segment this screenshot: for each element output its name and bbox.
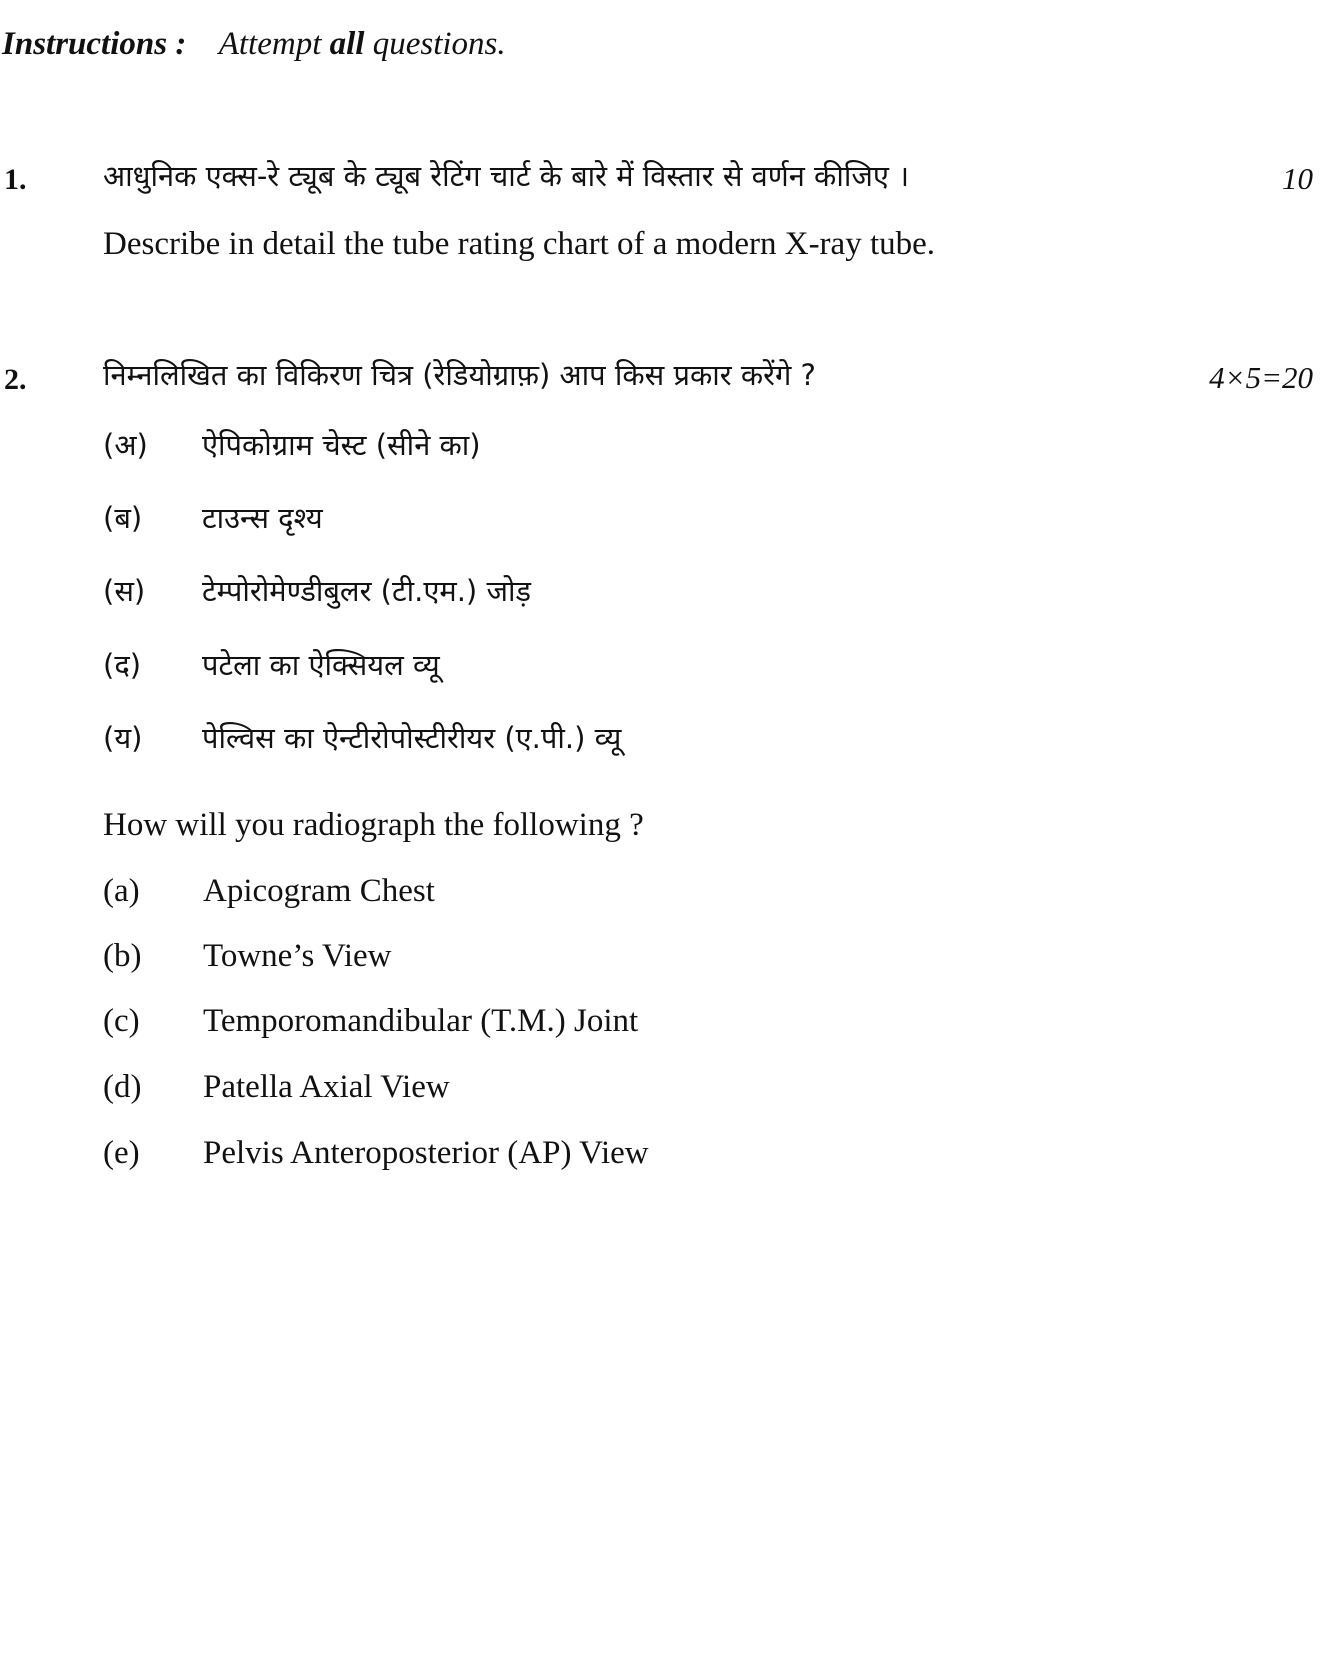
hindi-item-text: पटेला का ऐक्सियल व्यू	[202, 648, 440, 682]
english-item-text: Apicogram Chest	[203, 873, 435, 909]
question-2-hindi: निम्नलिखित का विकिरण चित्र (रेडियोग्राफ़) आप किस प्रकार करेंगे ?	[103, 358, 816, 392]
english-item-label: (a)	[103, 873, 140, 909]
english-item-text: Patella Axial View	[203, 1069, 450, 1105]
instructions-emphasis: all	[329, 26, 365, 62]
hindi-item-label: (अ)	[103, 428, 148, 462]
english-item-label: (b)	[103, 938, 142, 974]
hindi-item-text: ऐपिकोग्राम चेस्ट (सीने का)	[202, 428, 481, 462]
instructions	[2, 28, 506, 61]
english-item-label: (d)	[103, 1069, 142, 1105]
question-1-english: Describe in detail the tube rating chart of a modern X-ray tube.	[103, 226, 936, 262]
hindi-item-text: पेल्विस का ऐन्टीरोपोस्टीरीयर (ए.पी.) व्यू	[202, 721, 622, 755]
question-2-english: How will you radiograph the following ?	[103, 807, 644, 843]
hindi-item-label: (य)	[103, 721, 143, 755]
hindi-item-label: (द)	[103, 648, 142, 682]
question-1-marks: 10	[1282, 161, 1313, 196]
question-1-hindi: आधुनिक एक्स-रे ट्यूब के ट्यूब रेटिंग चार्ट के बारे में विस्तार से वर्णन कीजिए ।	[103, 159, 910, 193]
english-item-text: Temporomandibular (T.M.) Joint	[203, 1003, 639, 1039]
hindi-item-text: टेम्पोरोमेण्डीबुलर (टी.एम.) जोड़	[202, 574, 531, 608]
english-item-label: (c)	[103, 1003, 140, 1039]
hindi-item-label: (ब)	[103, 501, 143, 535]
hindi-item-text: टाउन्स दृश्य	[202, 501, 323, 535]
question-2-number: 2.	[4, 363, 27, 396]
instructions-text-end: questions.	[372, 26, 506, 62]
hindi-item-label: (स)	[103, 574, 146, 608]
question-2-marks: 4×5=20	[1209, 360, 1313, 395]
english-item-label: (e)	[103, 1135, 140, 1171]
question-1-number: 1.	[4, 163, 27, 196]
instructions-text: Attempt	[218, 26, 322, 62]
instructions-label: Instructions :	[2, 26, 187, 62]
english-item-text: Towne’s View	[203, 938, 392, 974]
english-item-text: Pelvis Anteroposterior (AP) View	[203, 1135, 649, 1171]
